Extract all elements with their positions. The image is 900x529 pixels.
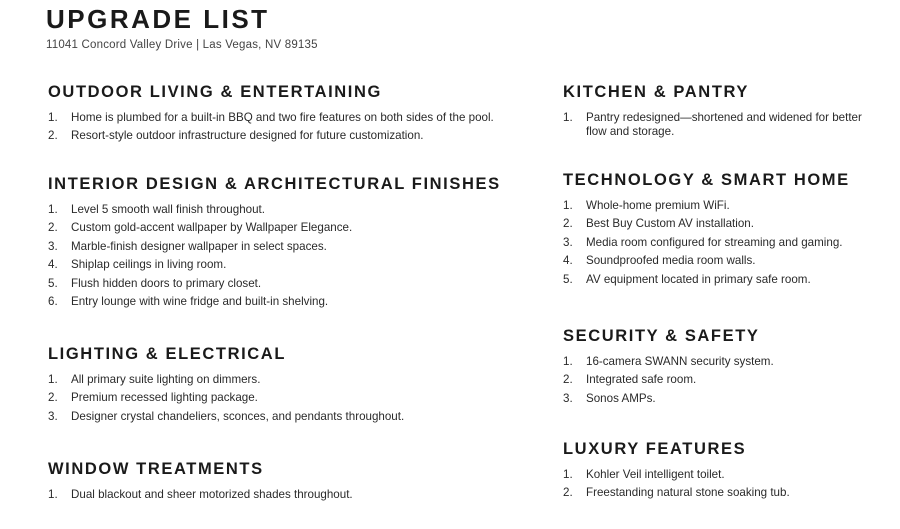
- list-item-text: Whole-home premium WiFi.: [586, 199, 730, 212]
- list-item-number: 4.: [48, 258, 58, 272]
- section-security-and-safety: [563, 327, 883, 410]
- list-item: [48, 258, 548, 272]
- list-item-text: Designer crystal chandeliers, sconces, and pendants throughout.: [71, 409, 405, 423]
- section-heading: KITCHEN & PANTRY: [563, 83, 750, 101]
- list-item-text: Soundproofed media room walls.: [586, 254, 756, 268]
- list-item-number: 2.: [563, 373, 573, 387]
- section-heading: SECURITY & SAFETY: [563, 327, 760, 345]
- list-item: [563, 373, 883, 387]
- list-item: [48, 111, 548, 125]
- list-item-number: 1.: [48, 488, 58, 501]
- section-window-treatments: [48, 460, 548, 506]
- item-list: [48, 111, 548, 143]
- list-item-number: 3.: [48, 409, 58, 423]
- section-heading: LIGHTING & ELECTRICAL: [48, 345, 287, 363]
- list-item-text: Level 5 smooth wall finish throughout.: [71, 203, 265, 216]
- section-heading: INTERIOR DESIGN & ARCHITECTURAL FINISHES: [48, 175, 501, 193]
- list-item-text: Marble-finish designer wallpaper in select spaces.: [71, 239, 327, 253]
- list-item: [563, 355, 883, 369]
- list-item-number: 6.: [48, 294, 58, 308]
- section-lighting-and-electrical: [48, 345, 548, 428]
- list-item: [563, 254, 883, 268]
- item-list: [563, 355, 883, 406]
- list-item-number: 2.: [563, 217, 573, 231]
- list-item-number: 1.: [563, 199, 573, 212]
- section-heading: TECHNOLOGY & SMART HOME: [563, 171, 850, 189]
- list-item-text: Custom gold-accent wallpaper by Wallpaper Elegance.: [71, 221, 353, 235]
- list-item-number: 1.: [48, 203, 58, 216]
- section-technology-and-smart-home: [563, 171, 883, 291]
- list-item: [563, 392, 883, 406]
- list-item: [563, 111, 883, 139]
- list-item-number: 5.: [563, 272, 573, 286]
- list-item-number: 1.: [48, 111, 58, 124]
- list-item: [48, 391, 548, 405]
- list-item-text: Home is plumbed for a built-in BBQ and two fire features on both sides of the pool.: [71, 111, 494, 124]
- list-item-number: 2.: [48, 391, 58, 405]
- section-luxury-features: [563, 440, 883, 505]
- list-item-text: Flush hidden doors to primary closet.: [71, 276, 262, 290]
- section-heading: WINDOW TREATMENTS: [48, 460, 264, 478]
- list-item: [48, 129, 548, 143]
- list-item-number: 1.: [48, 373, 58, 386]
- list-item-text: Sonos AMPs.: [586, 391, 656, 405]
- list-item-number: 2.: [48, 221, 58, 235]
- property-address: 11041 Concord Valley Drive | Las Vegas, NV 89135: [46, 39, 318, 51]
- list-item-text: Resort-style outdoor infrastructure designed for future customization.: [71, 129, 424, 143]
- section-kitchen-and-pantry: [563, 83, 883, 143]
- list-item: [563, 468, 883, 482]
- list-item-number: 1.: [563, 468, 573, 481]
- list-item-text: All primary suite lighting on dimmers.: [71, 373, 261, 386]
- list-item: [563, 236, 883, 250]
- list-item: [48, 277, 548, 291]
- list-item-number: 1.: [563, 111, 573, 124]
- list-item-number: 3.: [563, 391, 573, 405]
- section-outdoor-living-and-entertaining: [48, 83, 548, 148]
- list-item-number: 2.: [48, 129, 58, 143]
- list-item-text: Shiplap ceilings in living room.: [71, 258, 227, 272]
- list-item: [48, 410, 548, 424]
- list-item-number: 2.: [563, 486, 573, 500]
- list-item: [48, 203, 548, 217]
- list-item-text: AV equipment located in primary safe room.: [586, 272, 811, 286]
- list-item-text: Entry lounge with wine fridge and built-in shelving.: [71, 294, 329, 308]
- list-item: [563, 217, 883, 231]
- item-list: [48, 488, 548, 502]
- list-item: [48, 221, 548, 235]
- list-item-text: Pantry redesigned—shortened and widened for better flow and storage.: [586, 111, 862, 138]
- section-heading: LUXURY FEATURES: [563, 440, 747, 458]
- list-item-number: 3.: [563, 235, 573, 249]
- list-item: [563, 273, 883, 287]
- list-item: [563, 199, 883, 213]
- list-item-text: Freestanding natural stone soaking tub.: [586, 486, 790, 500]
- list-item: [48, 488, 548, 502]
- item-list: [563, 111, 883, 139]
- list-item-text: Dual blackout and sheer motorized shades throughout.: [71, 488, 353, 501]
- page-title: UPGRADE LIST: [46, 4, 270, 34]
- list-item: [48, 373, 548, 387]
- list-item-text: Premium recessed lighting package.: [71, 391, 258, 405]
- item-list: [48, 373, 548, 424]
- list-item-number: 4.: [563, 254, 573, 268]
- list-item: [48, 295, 548, 309]
- list-item: [48, 240, 548, 254]
- list-item-number: 3.: [48, 239, 58, 253]
- item-list: [563, 468, 883, 500]
- list-item-number: 5.: [48, 276, 58, 290]
- item-list: [563, 199, 883, 287]
- item-list: [48, 203, 548, 309]
- section-heading: OUTDOOR LIVING & ENTERTAINING: [48, 83, 382, 101]
- list-item-text: 16-camera SWANN security system.: [586, 355, 774, 368]
- list-item-text: Kohler Veil intelligent toilet.: [586, 468, 725, 481]
- list-item-text: Media room configured for streaming and gaming.: [586, 235, 843, 249]
- list-item-text: Best Buy Custom AV installation.: [586, 217, 754, 231]
- section-interior-design-and-architectural-finishes: [48, 175, 548, 313]
- list-item-number: 1.: [563, 355, 573, 368]
- list-item: [563, 486, 883, 500]
- list-item-text: Integrated safe room.: [586, 373, 697, 387]
